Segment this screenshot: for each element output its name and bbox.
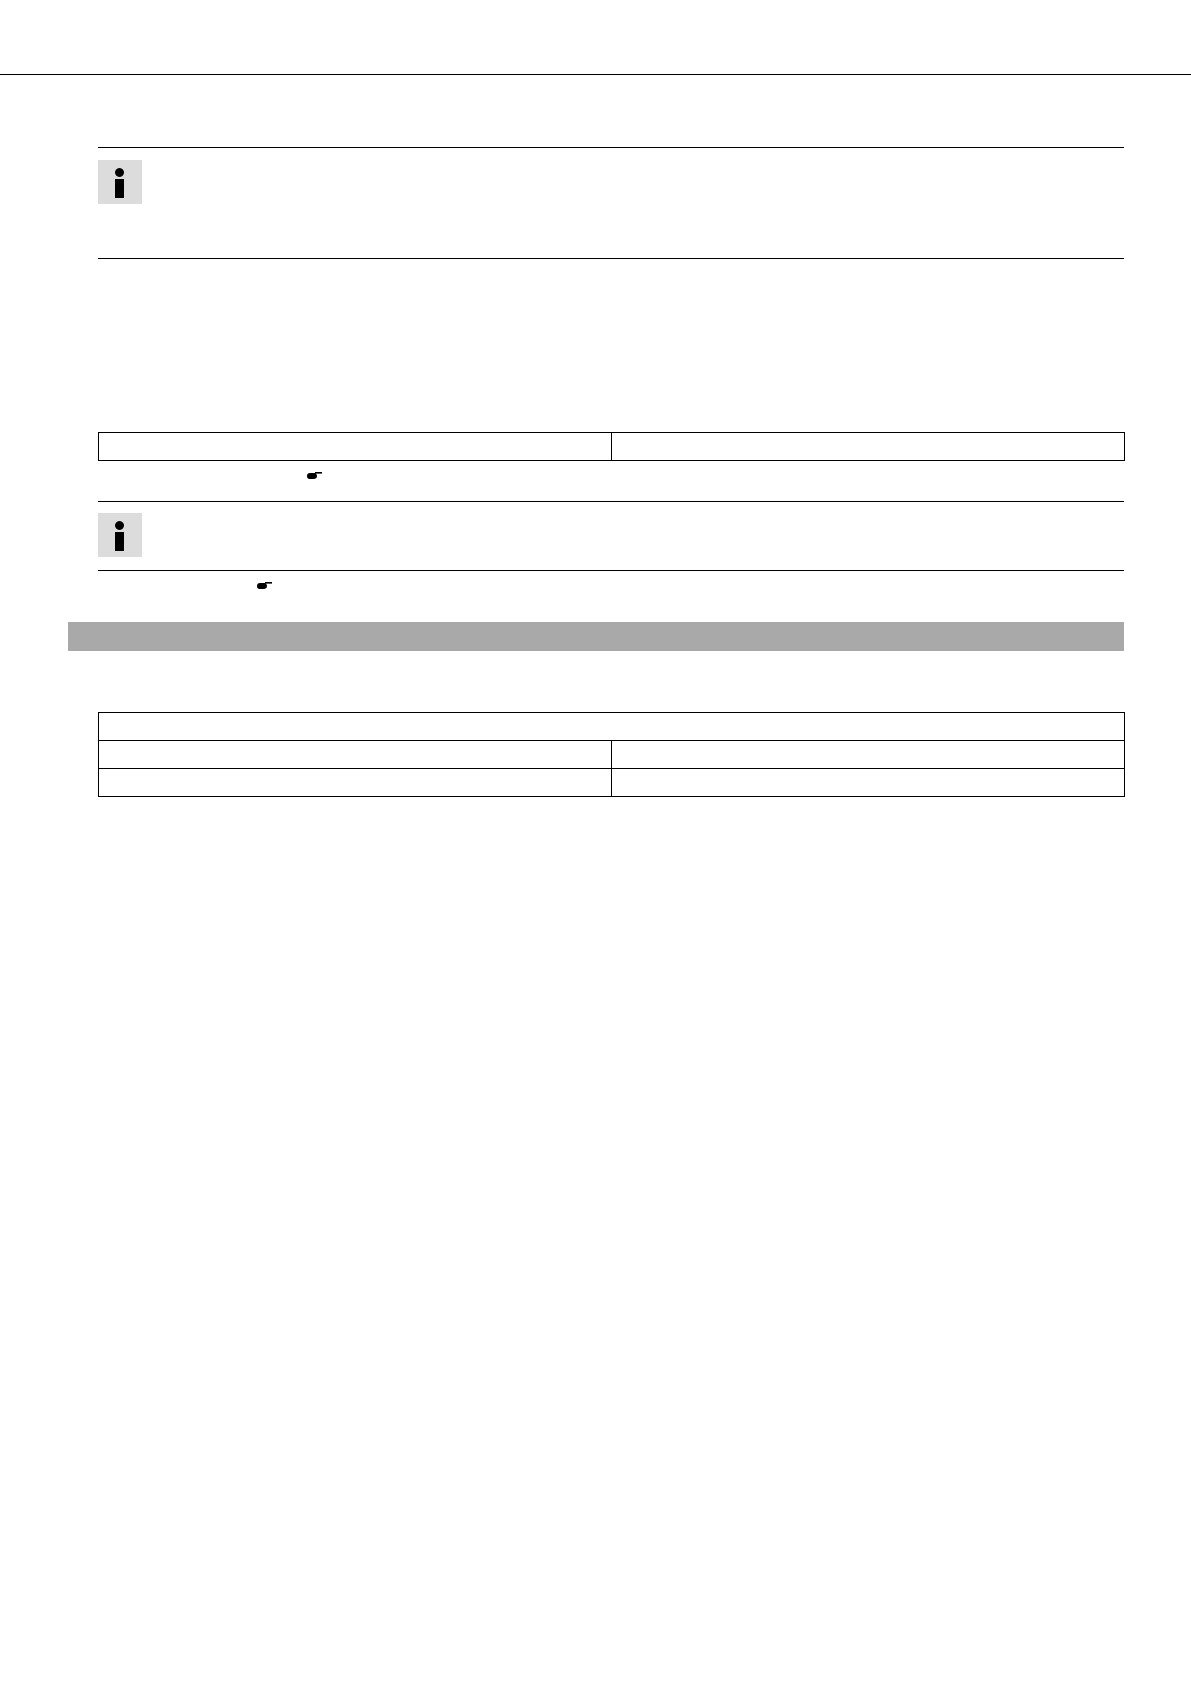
table-cell — [99, 769, 612, 797]
note-2-bottom-rule — [98, 570, 1124, 571]
note-1-bottom-rule — [98, 258, 1124, 259]
table-1 — [98, 432, 1125, 461]
table-cell — [99, 433, 612, 461]
table-cell — [612, 433, 1125, 461]
pointing-hand-icon — [307, 471, 323, 481]
table-header-cell — [99, 713, 1125, 741]
note-2-top-rule — [98, 501, 1124, 502]
table-row — [99, 769, 1125, 797]
pointing-hand-icon — [257, 581, 273, 591]
note-1-top-rule — [98, 147, 1124, 148]
table-header-row — [99, 713, 1125, 741]
table-2 — [98, 712, 1125, 797]
table-cell — [612, 769, 1125, 797]
table-row — [99, 433, 1125, 461]
header-rule — [0, 74, 1191, 75]
info-icon — [98, 160, 142, 204]
section-header-bar — [68, 622, 1124, 651]
info-icon — [98, 513, 142, 557]
table-cell — [612, 741, 1125, 769]
table-cell — [99, 741, 612, 769]
table-row — [99, 741, 1125, 769]
